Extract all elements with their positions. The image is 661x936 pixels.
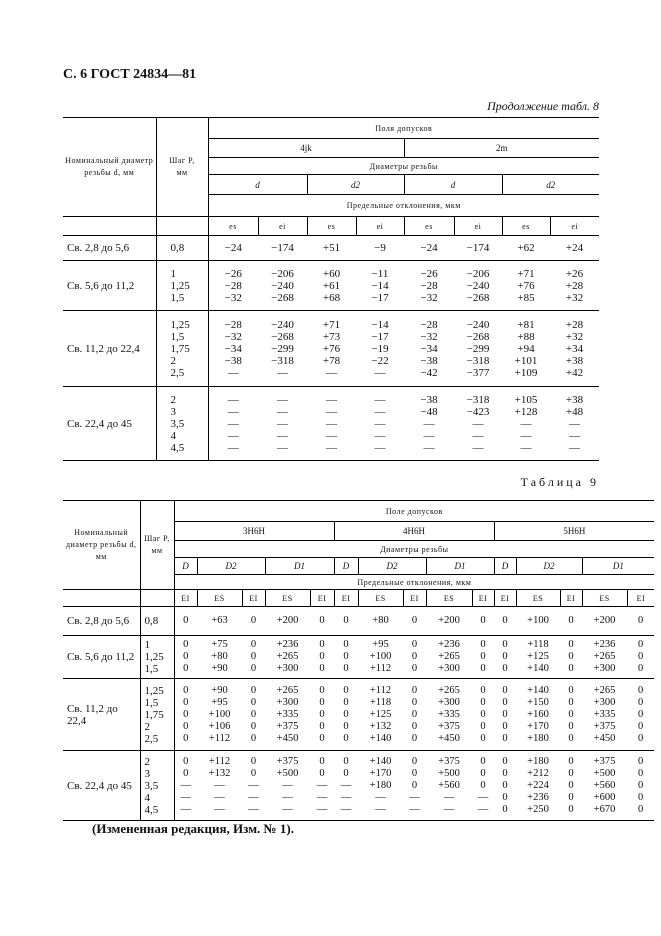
- table-9: [63, 500, 654, 821]
- row-range: Св. 2,8 до 5,6: [63, 607, 140, 636]
- value-D2-ES: +140 +150 +160 +170 +180: [516, 679, 560, 751]
- value-D2-EI: 0: [403, 607, 426, 636]
- value-D-EI: 0 0 0: [174, 636, 197, 679]
- tolerance-field-label: Поле допусков: [174, 501, 654, 522]
- col-ei: EI: [560, 590, 582, 607]
- col-D1: D1: [426, 558, 494, 575]
- value-d-ei: −206 −240 −268: [454, 261, 502, 311]
- value-D1-EI: 0 0 0 0 0: [310, 679, 334, 751]
- value-d-es: −26 −28 −32: [208, 261, 258, 311]
- value-D-EI: 0: [494, 607, 516, 636]
- value-D2-EI: 0 0 0 0 0: [560, 679, 582, 751]
- value-d-es: −28 −32 −34 −38 −42: [404, 311, 454, 387]
- value-D2-ES: +112 +118 +125 +132 +140: [358, 679, 403, 751]
- row-step: 1 1,25 1,5: [156, 261, 208, 311]
- col-ei: EI: [174, 590, 197, 607]
- group-2m: 2m: [404, 139, 599, 158]
- col-es: ES: [197, 590, 242, 607]
- table-row: [63, 261, 599, 311]
- col-d2: d2: [307, 175, 404, 195]
- value-d2-es: +71 +76 +85: [502, 261, 550, 311]
- table-row: [63, 236, 599, 261]
- value-d-es: −26 −28 −32: [404, 261, 454, 311]
- value-D2-EI: 0 0 0: [403, 636, 426, 679]
- value-d2-es: +60 +61 +68: [307, 261, 356, 311]
- value-d-es: −38 −48 — — —: [404, 387, 454, 461]
- value-d-ei: −240 −268 −299 −318 −377: [454, 311, 502, 387]
- col-D: D: [174, 558, 197, 575]
- value-D-EI: 0 0 — — —: [174, 751, 197, 821]
- col-D: D: [494, 558, 516, 575]
- value-D1-ES: +375 +500 — — —: [265, 751, 310, 821]
- group-5h6h: 5H6H: [494, 522, 654, 541]
- value-D2-ES: +75 +80 +90: [197, 636, 242, 679]
- limit-deviations-label: Предельные отклонения, мкм: [208, 195, 599, 217]
- value-d-ei: −174: [258, 236, 307, 261]
- value-D1-EI: 0: [627, 607, 654, 636]
- col-es: ES: [582, 590, 627, 607]
- table-continuation-label: Продолжение табл. 8: [487, 99, 599, 113]
- value-D2-EI: 0: [242, 607, 265, 636]
- col-ei: EI: [494, 590, 516, 607]
- col-ei: ei: [550, 217, 599, 236]
- nominal-diameter-header: Номинальный диаметр резьбы d, мм: [63, 501, 140, 590]
- col-es: es: [307, 217, 356, 236]
- thread-diameters-label: Диаметры резьбы: [174, 541, 654, 558]
- col-es: ES: [265, 590, 310, 607]
- row-step: 2 3 3,5 4 4,5: [156, 387, 208, 461]
- value-D1-ES: +375 +500 +560 +600 +670: [582, 751, 627, 821]
- col-d: d: [208, 175, 307, 195]
- value-D2-EI: 0 0 0: [560, 636, 582, 679]
- row-step: 1 1,25 1,5: [140, 636, 174, 679]
- value-D-EI: 0 0 0 0 0: [334, 679, 358, 751]
- value-D1-ES: +265 +300 +335 +375 +450: [582, 679, 627, 751]
- row-range: Св. 2,8 до 5,6: [63, 236, 156, 261]
- col-ei: EI: [310, 590, 334, 607]
- value-D1-EI: 0 0 0 0 0: [627, 751, 654, 821]
- table-row: [63, 751, 654, 821]
- table-row: [63, 311, 599, 387]
- value-D1-EI: 0 0 0 — —: [472, 751, 494, 821]
- table-9-label: Таблица 9: [520, 475, 599, 489]
- value-d2-es: +51: [307, 236, 356, 261]
- value-d2-ei: +24: [550, 236, 599, 261]
- col-ei: EI: [627, 590, 654, 607]
- footer-note: (Измененная редакция, Изм. № 1).: [92, 821, 294, 836]
- col-d2: d2: [502, 175, 599, 195]
- row-step: 0,8: [156, 236, 208, 261]
- row-step: 1,25 1,5 1,75 2 2,5: [156, 311, 208, 387]
- value-d2-es: +81 +88 +94 +101 +109: [502, 311, 550, 387]
- col-D2: D2: [516, 558, 582, 575]
- value-d-ei: −206 −240 −268: [258, 261, 307, 311]
- value-d-ei: −318 −423 — — —: [454, 387, 502, 461]
- value-D2-ES: +140 +170 +180 — —: [358, 751, 403, 821]
- row-range: Св. 22,4 до 45: [63, 751, 140, 821]
- value-D2-ES: +112 +132 — — —: [197, 751, 242, 821]
- value-D1-EI: 0 0 0: [627, 636, 654, 679]
- value-D2-EI: 0 0 0 — —: [403, 751, 426, 821]
- table-row: [63, 607, 654, 636]
- page-header: С. 6 ГОСТ 24834—81: [63, 67, 197, 82]
- value-d-ei: −240 −268 −299 −318 —: [258, 311, 307, 387]
- value-d-es: −24: [208, 236, 258, 261]
- value-D1-ES: +236 +265 +300: [582, 636, 627, 679]
- value-d2-ei: +38 +48 — — —: [550, 387, 599, 461]
- value-d2-ei: +28 +32 +34 +38 +42: [550, 311, 599, 387]
- value-d2-es: +62: [502, 236, 550, 261]
- value-d2-es: +71 +73 +76 +78 —: [307, 311, 356, 387]
- value-D-EI: 0 0 0 0 0: [494, 751, 516, 821]
- col-D: D: [334, 558, 358, 575]
- value-D1-EI: 0 0 0 0 0: [627, 679, 654, 751]
- group-4h6h: 4H6H: [334, 522, 494, 541]
- col-es: es: [502, 217, 550, 236]
- value-D-EI: 0: [334, 607, 358, 636]
- row-range: Св. 11,2 до 22,4: [63, 311, 156, 387]
- table-row: [63, 636, 654, 679]
- value-D2-ES: +118 +125 +140: [516, 636, 560, 679]
- group-3h6h: 3H6H: [174, 522, 334, 541]
- value-D1-ES: +200: [582, 607, 627, 636]
- value-D1-ES: +236 +265 +300: [426, 636, 472, 679]
- value-D2-EI: 0 0 0 0 0: [560, 751, 582, 821]
- group-4jk: 4jk: [208, 139, 404, 158]
- row-range: Св. 5,6 до 11,2: [63, 261, 156, 311]
- row-range: Св. 11,2 до 22,4: [63, 679, 140, 751]
- col-ei: EI: [334, 590, 358, 607]
- value-d2-ei: −14 −17 −19 −22 —: [356, 311, 404, 387]
- col-ei: ei: [356, 217, 404, 236]
- value-D-EI: 0 0 — — —: [334, 751, 358, 821]
- col-ei: EI: [242, 590, 265, 607]
- col-es: es: [208, 217, 258, 236]
- thread-diameters-label: Диаметры резьбы: [208, 158, 599, 175]
- table-8: [63, 117, 599, 461]
- value-D1-EI: 0 0 0 0 0: [472, 679, 494, 751]
- col-es: ES: [516, 590, 560, 607]
- value-D2-EI: 0 0 0: [242, 636, 265, 679]
- value-D1-ES: +200: [426, 607, 472, 636]
- value-D2-ES: +80: [358, 607, 403, 636]
- value-D2-EI: 0 0 0 0 0: [403, 679, 426, 751]
- value-D1-ES: +265 +300 +335 +375 +450: [426, 679, 472, 751]
- value-D-EI: 0 0 0: [494, 636, 516, 679]
- value-D1-EI: 0 0 0: [310, 636, 334, 679]
- value-D2-EI: 0 0 — — —: [242, 751, 265, 821]
- value-d2-es: — — — — —: [307, 387, 356, 461]
- table-row: [63, 387, 599, 461]
- value-D2-ES: +63: [197, 607, 242, 636]
- value-D1-EI: 0: [472, 607, 494, 636]
- value-D-EI: 0 0 0: [334, 636, 358, 679]
- col-D1: D1: [265, 558, 334, 575]
- row-step: 2 3 3,5 4 4,5: [140, 751, 174, 821]
- tolerance-fields-label: Поля допусков: [208, 118, 599, 139]
- value-D1-ES: +265 +300 +335 +375 +450: [265, 679, 310, 751]
- col-D2: D2: [358, 558, 426, 575]
- limit-deviations-label: Предельные отклонения, мкм: [174, 575, 654, 590]
- value-d2-ei: +26 +28 +32: [550, 261, 599, 311]
- value-d-ei: −174: [454, 236, 502, 261]
- table-row: [63, 679, 654, 751]
- col-es: es: [404, 217, 454, 236]
- col-ei: ei: [258, 217, 307, 236]
- row-step: 0,8: [140, 607, 174, 636]
- row-step: 1,25 1,5 1,75 2 2,5: [140, 679, 174, 751]
- value-d2-ei: — — — — —: [356, 387, 404, 461]
- col-ei: EI: [403, 590, 426, 607]
- value-D1-ES: +236 +265 +300: [265, 636, 310, 679]
- nominal-diameter-header: Номинальный диаметр резьбы d, мм: [63, 118, 156, 217]
- col-es: ES: [358, 590, 403, 607]
- value-D-EI: 0: [174, 607, 197, 636]
- value-D2-ES: +180 +212 +224 +236 +250: [516, 751, 560, 821]
- step-header: Шаг P, мм: [140, 501, 174, 590]
- value-D1-EI: 0 0 — — —: [310, 751, 334, 821]
- value-D1-EI: 0: [310, 607, 334, 636]
- row-range: Св. 5,6 до 11,2: [63, 636, 140, 679]
- value-D2-EI: 0: [560, 607, 582, 636]
- value-d2-es: +105 +128 — — —: [502, 387, 550, 461]
- col-es: ES: [426, 590, 472, 607]
- value-d-es: −24: [404, 236, 454, 261]
- value-d-es: −28 −32 −34 −38 —: [208, 311, 258, 387]
- value-D2-ES: +90 +95 +100 +106 +112: [197, 679, 242, 751]
- value-d2-ei: −9: [356, 236, 404, 261]
- step-header: Шаг P, мм: [156, 118, 208, 217]
- value-d-es: — — — — —: [208, 387, 258, 461]
- col-D2: D2: [197, 558, 265, 575]
- value-D2-ES: +100: [516, 607, 560, 636]
- value-D1-EI: 0 0 0: [472, 636, 494, 679]
- value-D1-ES: +375 +500 +560 — —: [426, 751, 472, 821]
- value-D1-ES: +200: [265, 607, 310, 636]
- col-d: d: [404, 175, 502, 195]
- value-D-EI: 0 0 0 0 0: [174, 679, 197, 751]
- col-D1: D1: [582, 558, 654, 575]
- value-D-EI: 0 0 0 0 0: [494, 679, 516, 751]
- value-D2-ES: +95 +100 +112: [358, 636, 403, 679]
- value-d-ei: — — — — —: [258, 387, 307, 461]
- value-D2-EI: 0 0 0 0 0: [242, 679, 265, 751]
- col-ei: ei: [454, 217, 502, 236]
- row-range: Св. 22,4 до 45: [63, 387, 156, 461]
- value-d2-ei: −11 −14 −17: [356, 261, 404, 311]
- col-ei: EI: [472, 590, 494, 607]
